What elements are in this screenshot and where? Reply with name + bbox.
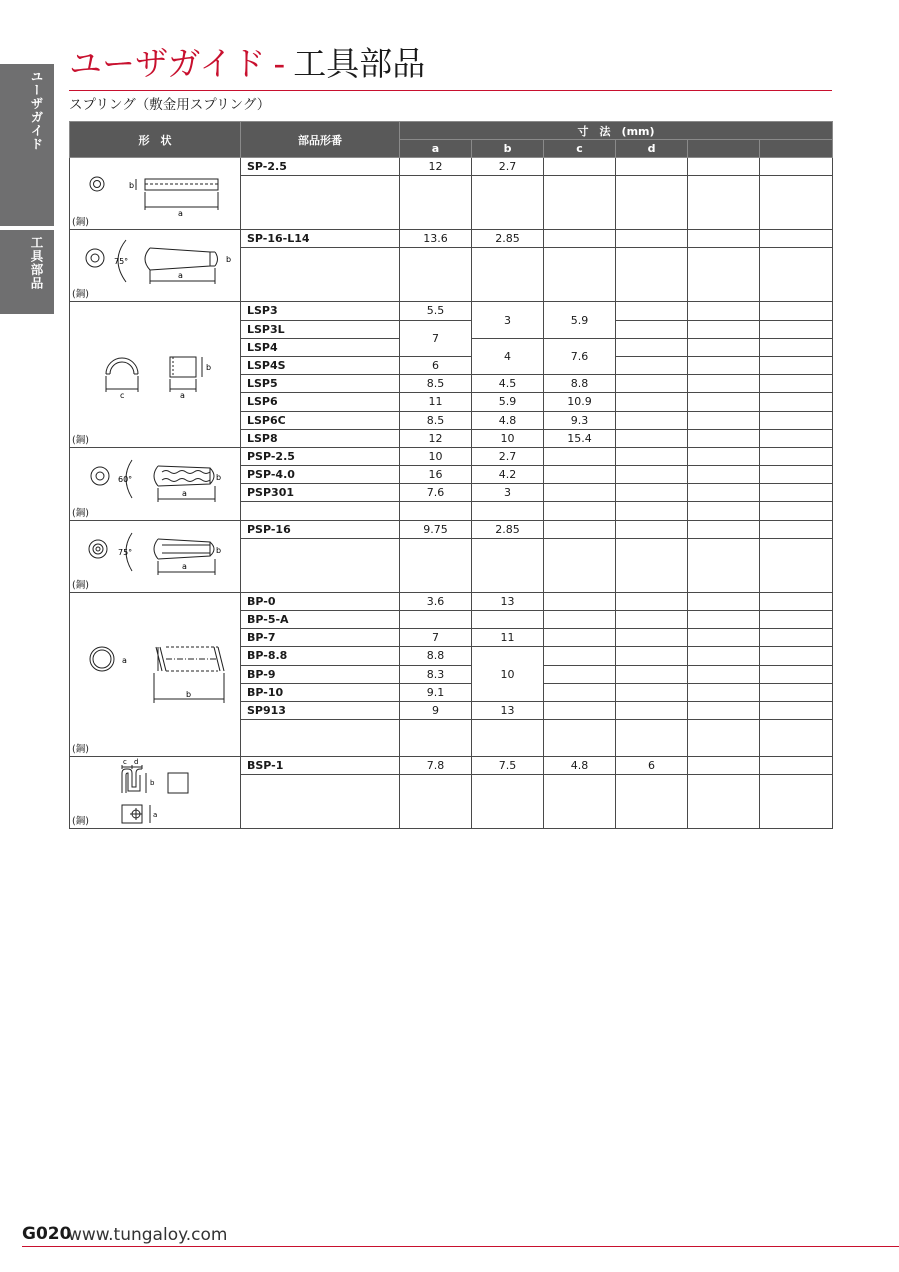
dim-header-blank [688,140,760,158]
dim-d [616,647,688,665]
dim-b [472,611,544,629]
shape-drawing-sp [70,158,241,230]
dim-e [688,375,760,393]
page-number: G020 [22,1224,72,1244]
dim-f [760,683,833,701]
part-code: BP-5-A [241,611,400,629]
table-row [70,757,833,775]
dim-label-c: c [120,391,125,401]
dim-b: 2.85 [472,520,544,538]
wavy-pin-drawing [70,448,241,520]
dim-header-d: d [616,140,688,158]
dim-f [760,158,833,176]
dim-f [760,356,833,374]
dim-f [760,611,833,629]
dim-f [760,429,833,447]
dim-b: 2.7 [472,158,544,176]
dim-f [760,665,833,683]
dim-b: 13 [472,701,544,719]
dim-a: 8.5 [400,375,472,393]
dim-d [616,665,688,683]
dim-d [616,375,688,393]
dim-label-a: a [178,271,183,281]
dim-c: 5.9 [544,302,616,338]
page-title-main: ユーザガイド [69,44,266,83]
dim-e [688,230,760,248]
dim-d [616,683,688,701]
material-note: (鋼) [72,289,89,301]
part-code: LSP4 [241,338,400,356]
material-note: (鋼) [72,744,89,756]
dim-a: 10 [400,447,472,465]
side-tab-tool-parts-label: 工具部品 [29,236,44,290]
dim-b: 4.2 [472,466,544,484]
dim-e [688,757,760,775]
dim-b: 5.9 [472,393,544,411]
dim-f [760,302,833,320]
dim-e [688,429,760,447]
dim-label-a: a [178,209,183,218]
dim-f [760,393,833,411]
dim-e [688,701,760,719]
dim-e [688,520,760,538]
dim-e [688,338,760,356]
dim-e [688,629,760,647]
dim-a: 12 [400,158,472,176]
part-code: BP-10 [241,683,400,701]
dim-c: 7.6 [544,338,616,374]
dim-label-a: a [182,561,187,571]
dim-e [688,302,760,320]
dim-e [688,484,760,502]
dim-d [616,611,688,629]
dim-f [760,757,833,775]
dim-a: 9.75 [400,520,472,538]
dim-d [616,158,688,176]
dim-b: 4 [472,338,544,374]
table-row [70,520,833,538]
dim-b: 13 [472,592,544,610]
dim-label-d: d [134,758,139,767]
part-code: PSP-4.0 [241,466,400,484]
straight-pin-drawing [70,158,241,230]
website-link[interactable]: www.tungaloy.com [68,1225,228,1245]
u-spring-drawing [70,302,241,448]
dim-header-a: a [400,140,472,158]
dim-c [544,647,616,665]
dim-label-b: b [216,472,222,482]
page-title [69,44,425,84]
dim-e [688,356,760,374]
angle-label: 75° [118,547,133,557]
dim-c [544,520,616,538]
dim-a: 8.8 [400,647,472,665]
dim-f [760,484,833,502]
dim-d [616,592,688,610]
dim-e [688,158,760,176]
dim-d [616,302,688,320]
page-title-separator: - [273,44,286,83]
dim-b: 2.7 [472,447,544,465]
dim-label-b: b [186,689,192,699]
dim-a: 16 [400,466,472,484]
part-code: LSP8 [241,429,400,447]
title-rule [69,90,832,91]
dim-d [616,520,688,538]
dim-f [760,466,833,484]
dim-d [616,429,688,447]
dim-c: 9.3 [544,411,616,429]
dim-b: 10 [472,429,544,447]
footer-rule [22,1246,899,1247]
dim-f [760,629,833,647]
dim-c [544,701,616,719]
table-row [70,302,833,320]
dim-f [760,375,833,393]
part-code: SP913 [241,701,400,719]
dim-c [544,230,616,248]
dim-d [616,338,688,356]
part-code: SP-2.5 [241,158,400,176]
part-code: LSP4S [241,356,400,374]
dim-c [544,592,616,610]
dim-d [616,356,688,374]
dim-a: 7.6 [400,484,472,502]
dim-d [616,393,688,411]
dim-c: 10.9 [544,393,616,411]
dim-b: 4.5 [472,375,544,393]
dim-e [688,592,760,610]
dim-f [760,647,833,665]
material-note: (鋼) [72,579,89,591]
dim-f [760,592,833,610]
dim-f [760,411,833,429]
dim-label-a: a [180,391,185,401]
dim-d [616,447,688,465]
dim-c: 15.4 [544,429,616,447]
dim-c [544,466,616,484]
dim-c [544,665,616,683]
dim-b: 11 [472,629,544,647]
page-title-sub: 工具部品 [293,44,426,83]
part-code: LSP5 [241,375,400,393]
part-code: PSP301 [241,484,400,502]
material-note: (鋼) [72,507,89,519]
shape-drawing-bsp [70,757,241,829]
part-code: LSP6C [241,411,400,429]
dim-a: 8.3 [400,665,472,683]
dim-c [544,447,616,465]
dim-c [544,683,616,701]
dim-label-b: b [150,779,155,788]
dim-e [688,411,760,429]
dim-b: 2.85 [472,230,544,248]
column-header-shape: 形 状 [70,122,241,158]
part-code: BP-9 [241,665,400,683]
dim-b: 4.8 [472,411,544,429]
dim-c: 8.8 [544,375,616,393]
dim-d [616,701,688,719]
dim-e [688,320,760,338]
part-code: PSP-16 [241,520,400,538]
side-tab-tool-parts[interactable] [0,230,54,314]
side-tab-user-guide[interactable] [0,64,54,226]
coil-spring-drawing [70,593,241,757]
dim-e [688,466,760,484]
dim-a: 13.6 [400,230,472,248]
angle-label: 60° [118,474,133,484]
dim-d [616,484,688,502]
spring-parts-table [69,121,833,829]
part-code: SP-16-L14 [241,230,400,248]
dim-d [616,411,688,429]
dim-a: 8.5 [400,411,472,429]
dim-e [688,611,760,629]
part-code: BSP-1 [241,757,400,775]
dim-b: 3 [472,302,544,338]
dim-label-c: c [123,758,127,767]
dim-e [688,665,760,683]
shape-drawing-bp [70,592,241,756]
dim-d [616,466,688,484]
table-row [70,158,833,176]
dim-f [760,320,833,338]
part-code: BP-7 [241,629,400,647]
dim-e [688,683,760,701]
table-row [70,230,833,248]
shape-drawing-psp16 [70,520,241,592]
table-row [70,592,833,610]
column-header-part-number: 部品形番 [241,122,400,158]
dim-f [760,230,833,248]
dim-d [616,230,688,248]
dim-a: 9 [400,701,472,719]
dim-c [544,484,616,502]
dim-c [544,158,616,176]
dim-d [616,629,688,647]
side-tab-user-guide-label: ユーザガイド [29,70,44,151]
dim-c [544,611,616,629]
dim-a: 7 [400,629,472,647]
material-note: (鋼) [72,434,89,446]
section-heading: スプリング（敷金用スプリング） [69,97,271,113]
dim-a: 7.8 [400,757,472,775]
dim-f [760,520,833,538]
dim-header-blank [760,140,833,158]
dim-label-a: a [182,488,187,498]
dim-header-b: b [472,140,544,158]
material-note: (鋼) [72,816,89,828]
dim-a: 12 [400,429,472,447]
shape-drawing-lsp [70,302,241,448]
dim-d [616,320,688,338]
dim-c: 4.8 [544,757,616,775]
clip-spring-drawing [70,757,241,829]
dim-f [760,447,833,465]
part-code: LSP3 [241,302,400,320]
dim-label-a: a [122,655,127,665]
dim-b: 10 [472,647,544,702]
part-code: LSP6 [241,393,400,411]
dim-label-b: b [216,545,222,555]
dim-e [688,647,760,665]
dim-a: 3.6 [400,592,472,610]
dim-d: 6 [616,757,688,775]
dim-f [760,701,833,719]
dim-label-b: b [206,363,212,373]
dim-label-a: a [153,811,158,820]
dim-a [400,611,472,629]
part-code: BP-8.8 [241,647,400,665]
angle-label: 75° [114,257,129,267]
column-header-dimensions: 寸 法 (mm) [400,122,833,140]
table-row [70,447,833,465]
part-code: PSP-2.5 [241,447,400,465]
dim-b: 3 [472,484,544,502]
dim-e [688,447,760,465]
part-code: LSP3L [241,320,400,338]
countersunk-pin-drawing [70,521,241,593]
dim-a: 6 [400,356,472,374]
dim-e [688,393,760,411]
dim-a: 9.1 [400,683,472,701]
countersunk-pin-drawing [70,230,241,302]
dim-label-b: b [129,181,135,190]
dim-f [760,338,833,356]
material-note: (鋼) [72,217,89,229]
dim-c [544,629,616,647]
dim-a: 11 [400,393,472,411]
dim-a: 5.5 [400,302,472,320]
dim-header-c: c [544,140,616,158]
dim-a: 7 [400,320,472,356]
shape-drawing-psp [70,447,241,520]
dim-label-b: b [226,255,232,265]
dim-b: 7.5 [472,757,544,775]
part-code: BP-0 [241,592,400,610]
shape-drawing-sp-countersunk [70,230,241,302]
